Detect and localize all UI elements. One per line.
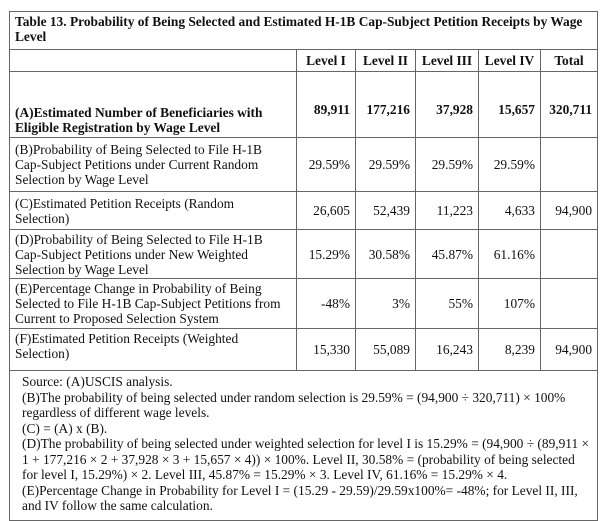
- header-row: [10, 50, 598, 72]
- footnote: Source: (A)USCIS analysis.: [22, 374, 173, 389]
- cell: 177,216: [356, 72, 416, 138]
- table-title: Table 13. Probability of Being Selected and Estimated H-1B Cap-Subject Petition Receipts by Wage Level: [10, 12, 598, 50]
- header-cell: Level II: [356, 50, 416, 72]
- header-cell: Total: [541, 50, 598, 72]
- header-cell: [10, 50, 297, 72]
- footnote: (E)Percentage Change in Probability for Level I = (15.29 - 29.59)/29.59x100%= -48%; for Level II, III, and IV follow the same calculation.: [22, 482, 578, 513]
- cell: 37,928: [416, 72, 479, 138]
- cell: 26,605: [297, 192, 356, 230]
- cell: 107%: [479, 279, 541, 329]
- table-row: [10, 329, 598, 371]
- header-cell: Level I: [297, 50, 356, 72]
- row-label: (F)Estimated Petition Receipts (Weighted Selection): [10, 329, 297, 371]
- cell: 94,900: [541, 192, 598, 230]
- row-label: (C)Estimated Petition Receipts (Random Selection): [10, 192, 297, 230]
- cell: 55,089: [356, 329, 416, 371]
- table-row: [10, 138, 598, 192]
- cell: 52,439: [356, 192, 416, 230]
- cell: 30.58%: [356, 230, 416, 279]
- footnotes-row: [10, 371, 598, 521]
- header-cell: Level III: [416, 50, 479, 72]
- table-row: [10, 72, 598, 138]
- cell: 89,911: [297, 72, 356, 138]
- cell: [541, 230, 598, 279]
- cell: 16,243: [416, 329, 479, 371]
- cell: 29.59%: [416, 138, 479, 192]
- cell: 29.59%: [479, 138, 541, 192]
- cell: 94,900: [541, 329, 598, 371]
- footnote: (D)The probability of being selected under weighted selection for level I is 15.29% = (94,900 ÷ (89,911 × 1 + 177,216 × 2 + 37,928 × 3 + 15,657 × 4)) × 100%. Level II, 30.58% = (probability of being selected for level I, 15.29%) × 2. Level III, 45.87% = 15.29% × 3. Level IV, 61.16% = 15.29% × 4.: [22, 436, 590, 482]
- cell: [541, 138, 598, 192]
- cell: 15.29%: [297, 230, 356, 279]
- cell: 8,239: [479, 329, 541, 371]
- cell: [541, 279, 598, 329]
- footnote: (B)The probability of being selected under random selection is 29.59% = (94,900 ÷ 320,711) × 100% regardless of different wage levels.: [22, 389, 566, 420]
- cell: 15,657: [479, 72, 541, 138]
- cell: 29.59%: [297, 138, 356, 192]
- table-row: [10, 279, 598, 329]
- row-label: (D)Probability of Being Selected to File H-1B Cap-Subject Petitions under New Weighted Selection by Wage Level: [10, 230, 297, 279]
- cell: 61.16%: [479, 230, 541, 279]
- table-row: [10, 230, 598, 279]
- table-title-row: [10, 12, 598, 50]
- header-cell: Level IV: [479, 50, 541, 72]
- footnote: (C) = (A) x (B).: [22, 420, 108, 436]
- cell: 4,633: [479, 192, 541, 230]
- cell: 15,330: [297, 329, 356, 371]
- cell: 45.87%: [416, 230, 479, 279]
- row-label: (A)Estimated Number of Beneficiaries with Eligible Registration by Wage Level: [10, 72, 297, 138]
- row-label: (E)Percentage Change in Probability of Being Selected to File H-1B Cap-Subject Petitions from Current to Proposed Selection System: [10, 279, 297, 329]
- row-label: (B)Probability of Being Selected to File H-1B Cap-Subject Petitions under Current Random Selection by Wage Level: [10, 138, 297, 192]
- table-row: [10, 192, 598, 230]
- cell: -48%: [297, 279, 356, 329]
- footnotes: [10, 371, 598, 521]
- cell: 29.59%: [356, 138, 416, 192]
- wage-level-table: [9, 11, 598, 521]
- cell: 3%: [356, 279, 416, 329]
- cell: 320,711: [541, 72, 598, 138]
- cell: 11,223: [416, 192, 479, 230]
- cell: 55%: [416, 279, 479, 329]
